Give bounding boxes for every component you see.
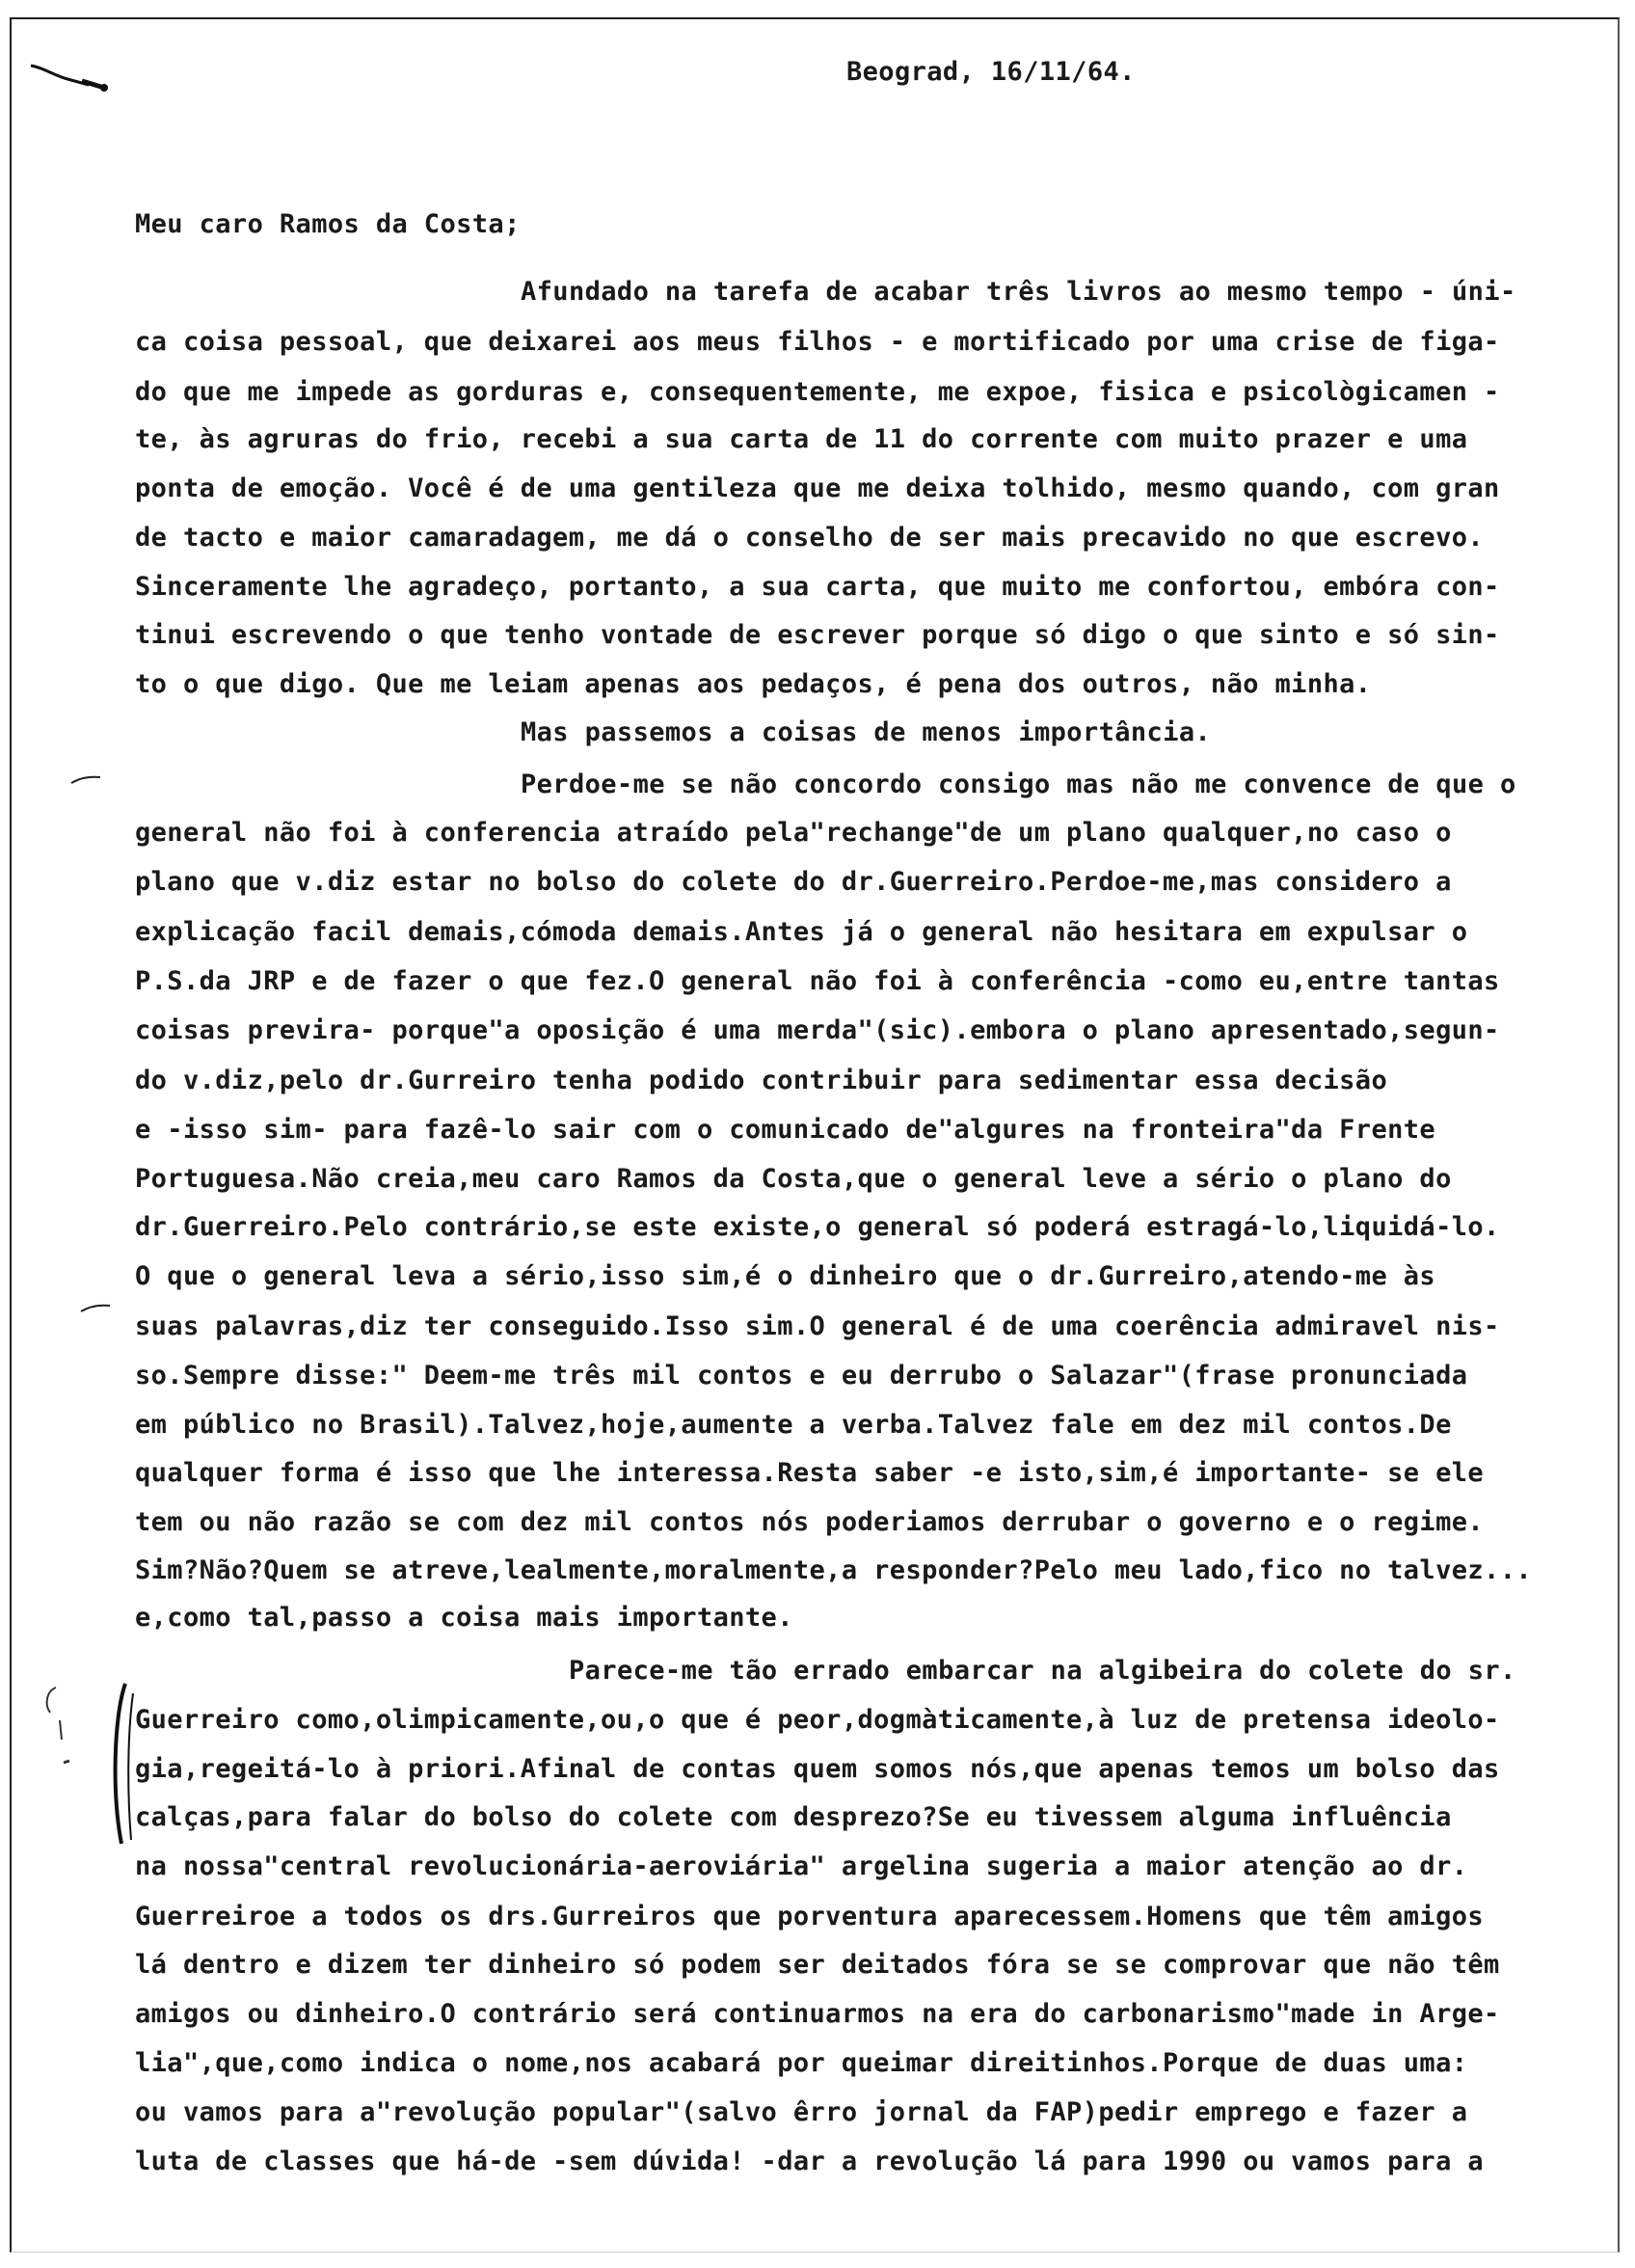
text-line: ou vamos para a"revolução popular"(salvo êrro jornal da FAP)pedir emprego e fazer a [135,2097,1468,2127]
margin-bracket-mark [39,1678,145,1851]
text-line: tem ou não razão se com dez mil contos nós poderiamos derrubar o governo e o regime. [135,1507,1485,1537]
text-line: do v.diz,pelo dr.Gurreiro tenha podido contribuir para sedimentar essa decisão [135,1066,1388,1095]
text-line: Sinceramente lhe agradeço, portanto, a sua carta, que muito me confortou, embóra con- [135,572,1500,602]
text-line: Afundado na tarefa de acabar três livros ao mesmo tempo - úni- [521,277,1516,307]
text-line: ca coisa pessoal, que deixarei aos meus filhos - e mortificado por uma crise de figa- [135,327,1500,357]
text-line: lia",que,como indica o nome,nos acabará por queimar direitinhos.Porque de duas uma: [135,2048,1468,2078]
text-line: na nossa"central revolucionária-aeroviária" argelina sugeria a maior atenção ao dr. [135,1851,1468,1881]
text-line: Guerreiro como,olimpicamente,ou,o que é peor,dogmàticamente,à luz de pretensa ideolo- [135,1705,1500,1735]
text-line: amigos ou dinheiro.O contrário será continuarmos na era do carbonarismo"made in Arge- [135,1999,1500,2029]
text-line: general não foi à conferencia atraído pela"rechange"de um plano qualquer,no caso o [135,818,1452,848]
text-line: Portuguesa.Não creia,meu caro Ramos da Costa,que o general leve a sério o plano do [135,1164,1452,1194]
text-line: e -isso sim- para fazê-lo sair com o comunicado de"algures na fronteira"da Frente [135,1115,1436,1145]
handwritten-mark [29,56,116,94]
text-line: luta de classes que há-de -sem dúvida! -dar a revolução lá para 1990 ou vamos para a [135,2146,1485,2176]
text-line: gia,regeitá-lo à priori.Afinal de contas quem somos nós,que apenas temos um bolso das [135,1754,1500,1784]
salutation: Meu caro Ramos da Costa; [135,209,521,239]
text-line: Parece-me tão errado embarcar na algibeira do colete do sr. [569,1656,1516,1686]
letter-date: Beograd, 16/11/64. [846,57,1136,87]
text-line: Perdoe-me se não concordo consigo mas não me convence de que o [521,770,1516,799]
text-line: Sim?Não?Quem se atreve,lealmente,moralmente,a responder?Pelo meu lado,fico no talvez... [135,1555,1533,1585]
text-line: dr.Guerreiro.Pelo contrário,se este existe,o general só poderá estragá-lo,liquidá-lo. [135,1212,1500,1242]
text-line: explicação facil demais,cómoda demais.Antes já o general não hesitara em expulsar o [135,917,1468,947]
text-line: suas palavras,diz ter conseguido.Isso sim.O general é de uma coerência admiravel nis- [135,1311,1500,1341]
text-line: coisas previra- porque"a oposição é uma merda"(sic).embora o plano apresentado,segun- [135,1015,1500,1045]
text-line: e,como tal,passo a coisa mais importante. [135,1603,793,1633]
text-line: do que me impede as gorduras e, consequentemente, me expoe, fisica e psicològicamen - [135,377,1500,407]
text-line: so.Sempre disse:" Deem-me três mil contos e eu derrubo o Salazar"(frase pronunciada [135,1361,1468,1390]
text-line: P.S.da JRP e de fazer o que fez.O general não foi à conferência -como eu,entre tantas [135,966,1500,996]
text-line: Mas passemos a coisas de menos importância. [521,717,1212,747]
text-line: tinui escrevendo o que tenho vontade de escrever porque só digo o que sinto e só sin- [135,620,1500,650]
text-line: O que o general leva a sério,isso sim,é o dinheiro que o dr.Gurreiro,atendo-me às [135,1261,1436,1291]
text-line: de tacto e maior camaradagem, me dá o conselho de ser mais precavido no que escrevo. [135,523,1485,553]
text-line: te, às agruras do frio, recebi a sua carta de 11 do corrente com muito prazer e uma [135,424,1468,454]
text-line: to o que digo. Que me leiam apenas aos pedaços, é pena dos outros, não minha. [135,669,1372,699]
text-line: calças,para falar do bolso do colete com desprezo?Se eu tivessem alguma influência [135,1802,1452,1832]
text-line: Guerreiroe a todos os drs.Gurreiros que porventura aparecessem.Homens que têm amigos [135,1902,1485,1931]
text-line: plano que v.diz estar no bolso do colete do dr.Guerreiro.Perdoe-me,mas considero a [135,867,1452,897]
text-line: qualquer forma é isso que lhe interessa.Resta saber -e isto,sim,é importante- se ele [135,1458,1485,1488]
text-line: ponta de emoção. Você é de uma gentileza que me deixa tolhido, mesmo quando, com gran [135,473,1500,503]
text-line: em público no Brasil).Talvez,hoje,aumente a verba.Talvez fale em dez mil contos.De [135,1410,1452,1440]
margin-dash-mark [77,1300,116,1319]
text-line: lá dentro e dizem ter dinheiro só podem ser deitados fóra se se comprovar que não têm [135,1950,1500,1980]
margin-dash-mark [67,771,106,791]
